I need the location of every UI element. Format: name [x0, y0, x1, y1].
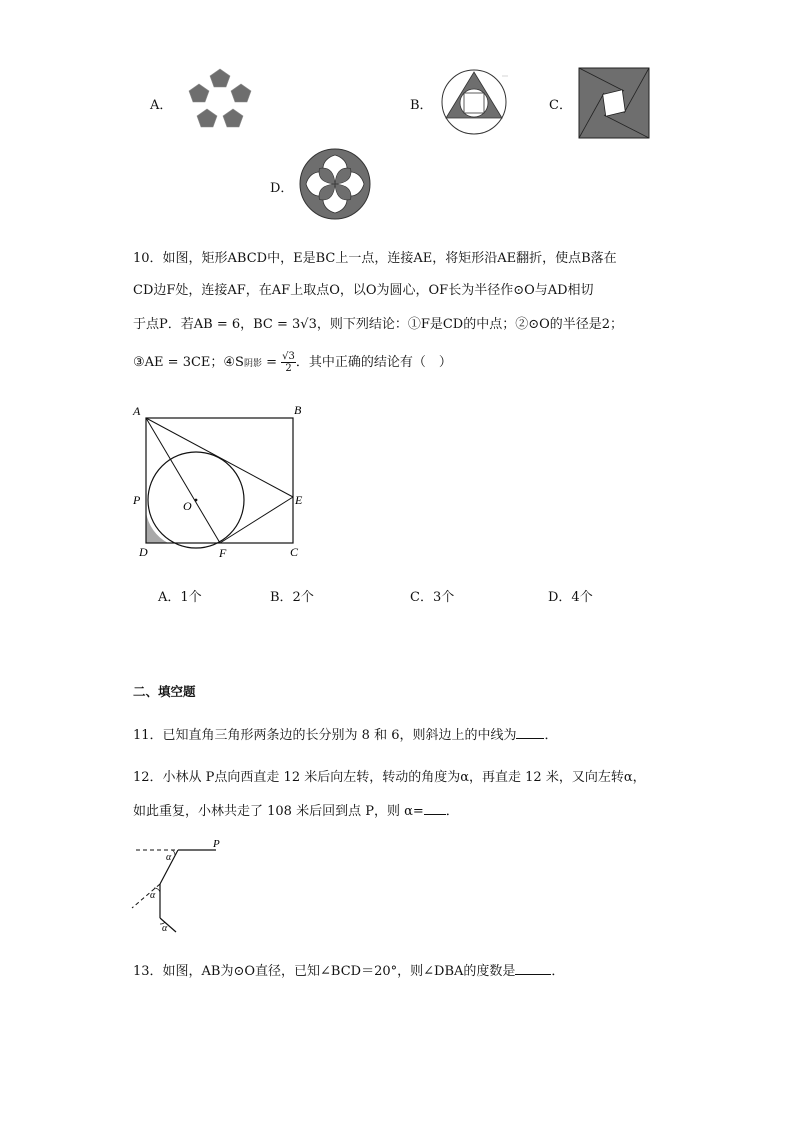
- option-a-label: A．: [150, 98, 173, 113]
- label-f: F: [219, 546, 227, 560]
- q10-choice-c[interactable]: C．3个: [410, 590, 455, 605]
- q12-line-2: [133, 800, 459, 819]
- q11-answer-blank[interactable]: [516, 726, 544, 739]
- label-alpha-2: α: [150, 890, 156, 901]
- section-title-fill-in: 二、填空题: [133, 684, 196, 699]
- q10-fraction-numerator: √3: [282, 351, 295, 362]
- segment-af: [146, 418, 220, 543]
- label-alpha-1: α: [166, 852, 172, 863]
- q10-line-4: [133, 351, 452, 374]
- option-d-label: D．: [270, 181, 294, 196]
- q12-line-2-text: 如此重复，小林共走了 108 米后回到点 P，则 α=: [133, 804, 424, 819]
- q10-equals: =: [261, 355, 282, 370]
- segment-fe: [220, 497, 293, 543]
- pentagon-right: [231, 84, 251, 102]
- q10-line-1: 10．如图，矩形ABCD中，E是BC上一点，连接AE，将矩形沿AE翻折，使点B落在: [133, 251, 617, 266]
- q10-choice-a[interactable]: A．1个: [158, 590, 202, 605]
- label-d: D: [139, 545, 148, 559]
- label-b: B: [294, 403, 302, 417]
- q12-line-1: 12．小林从 P点向西直走 12 米后向左转，转动的角度为α，再直走 12 米，又向左转α，: [133, 770, 646, 785]
- pentagon-left: [189, 84, 209, 102]
- q11-end: ．: [544, 728, 558, 743]
- option-b-label: B．: [410, 98, 433, 113]
- q10-line-3: 于点P．若AB = 6，BC = 3√3，则下列结论：①F是CD的中点；②⊙O的半径是2；: [133, 317, 624, 332]
- q10-line-2: CD边F处，连接AF，在AF上取点O，以O为圆心，OF长为半径作⊙O与AD相切: [133, 283, 594, 298]
- label-p: P: [133, 493, 141, 507]
- center-o-dot: [195, 499, 198, 502]
- pentagon-bottom-left: [197, 109, 217, 127]
- label-e: E: [295, 493, 303, 507]
- rectangle-abcd: [146, 418, 293, 543]
- q10-line-4-start: ③AE = 3CE；④S: [133, 355, 244, 370]
- q10-figure: [128, 400, 318, 565]
- q10-shade-subscript: 阴影: [243, 359, 262, 369]
- option-c-figure: [578, 67, 650, 139]
- label-p-q12: P: [213, 838, 220, 850]
- option-d-figure: [298, 148, 372, 220]
- option-a-figure: [186, 66, 254, 134]
- option-b-figure: [440, 68, 510, 136]
- q12-answer-blank[interactable]: [424, 802, 446, 815]
- pentagon-bottom-right: [223, 109, 243, 127]
- dashed-extension-mid: [132, 884, 160, 908]
- q12-end: ．: [445, 804, 459, 819]
- q10-fraction-denominator: 2: [285, 363, 292, 374]
- q12-figure: [128, 836, 228, 936]
- q13-answer-blank[interactable]: [515, 962, 551, 975]
- q13-text: 13．如图，AB为⊙O直径，已知∠BCD＝20°，则∠DBA的度数是: [133, 964, 516, 979]
- label-a: A: [133, 404, 141, 418]
- q13-line: [133, 960, 564, 979]
- q11-line: [133, 724, 558, 743]
- q10-choice-d[interactable]: D．4个: [548, 590, 593, 605]
- q11-text: 11．已知直角三角形两条边的长分别为 8 和 6，则斜边上的中线为: [133, 728, 517, 743]
- label-alpha-3: α: [162, 923, 168, 934]
- pentagon-top: [210, 69, 230, 87]
- option-c-label: C．: [549, 98, 572, 113]
- q10-line-4-end: ．其中正确的结论有（ ）: [295, 355, 452, 370]
- label-o: O: [183, 499, 192, 513]
- q10-choice-b[interactable]: B．2个: [270, 590, 314, 605]
- label-c: C: [290, 545, 299, 559]
- q10-fraction: [281, 351, 296, 374]
- q13-end: ．: [551, 964, 565, 979]
